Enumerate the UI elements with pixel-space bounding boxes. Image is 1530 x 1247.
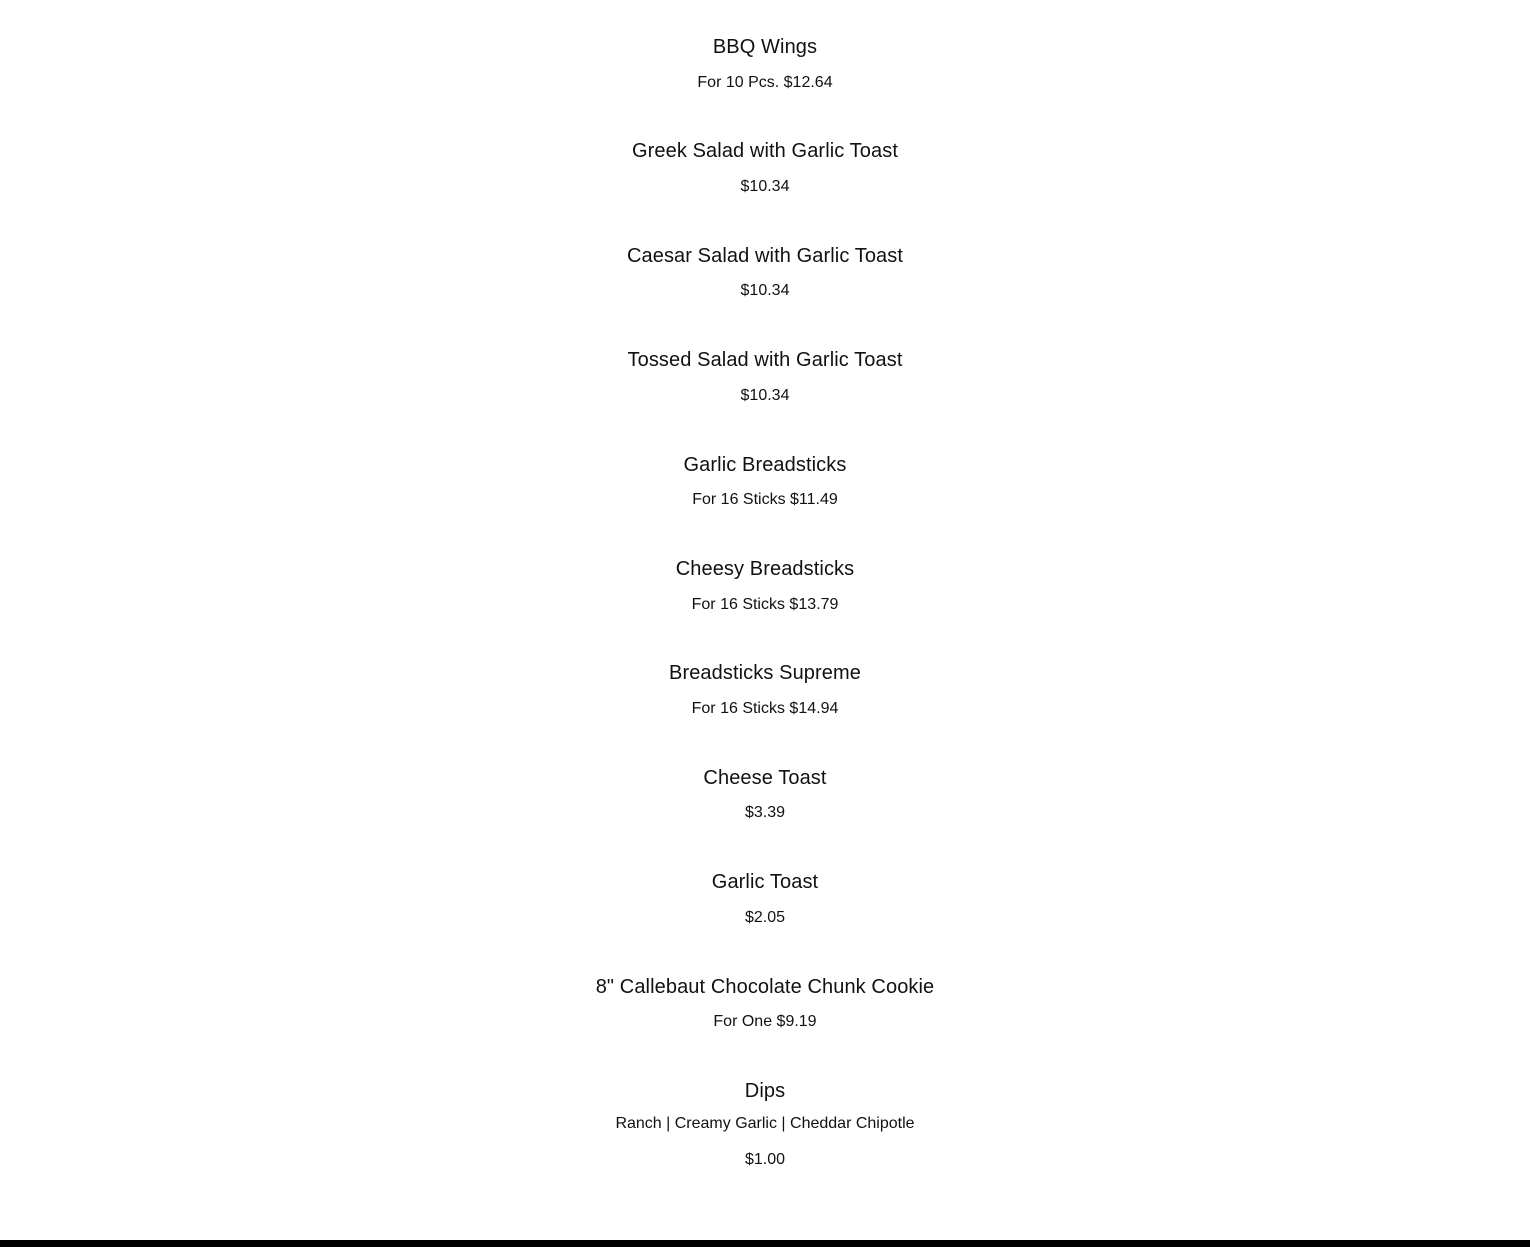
item-name: Cheese Toast: [703, 767, 827, 789]
item-price: $2.05: [744, 909, 786, 926]
item-name: Cheesy Breadsticks: [675, 558, 855, 580]
item-name: Breadsticks Supreme: [669, 662, 861, 684]
item-price: $10.34: [740, 282, 790, 299]
item-name: Greek Salad with Garlic Toast: [632, 140, 898, 162]
item-price: For 16 Sticks $13.79: [691, 596, 839, 613]
item-price: For 16 Sticks $14.94: [691, 700, 839, 717]
item-price: $3.39: [744, 804, 786, 821]
footer-bar: [0, 1240, 1530, 1247]
item-price: $10.34: [740, 387, 790, 404]
item-name: Dips: [744, 1080, 786, 1102]
item-price: For One $9.19: [713, 1013, 817, 1030]
item-price: For 10 Pcs. $12.64: [697, 74, 833, 91]
item-description: Ranch | Creamy Garlic | Cheddar Chipotle: [615, 1115, 915, 1132]
item-name: Garlic Toast: [711, 871, 819, 893]
item-name: 8" Callebaut Chocolate Chunk Cookie: [595, 976, 935, 998]
item-name: Tossed Salad with Garlic Toast: [627, 349, 903, 371]
item-name: Caesar Salad with Garlic Toast: [626, 245, 904, 267]
item-price: $1.00: [744, 1151, 786, 1168]
item-name: BBQ Wings: [712, 36, 818, 58]
item-price: $10.34: [740, 178, 790, 195]
item-name: Garlic Breadsticks: [683, 454, 847, 476]
item-price: For 16 Sticks $11.49: [692, 491, 838, 508]
